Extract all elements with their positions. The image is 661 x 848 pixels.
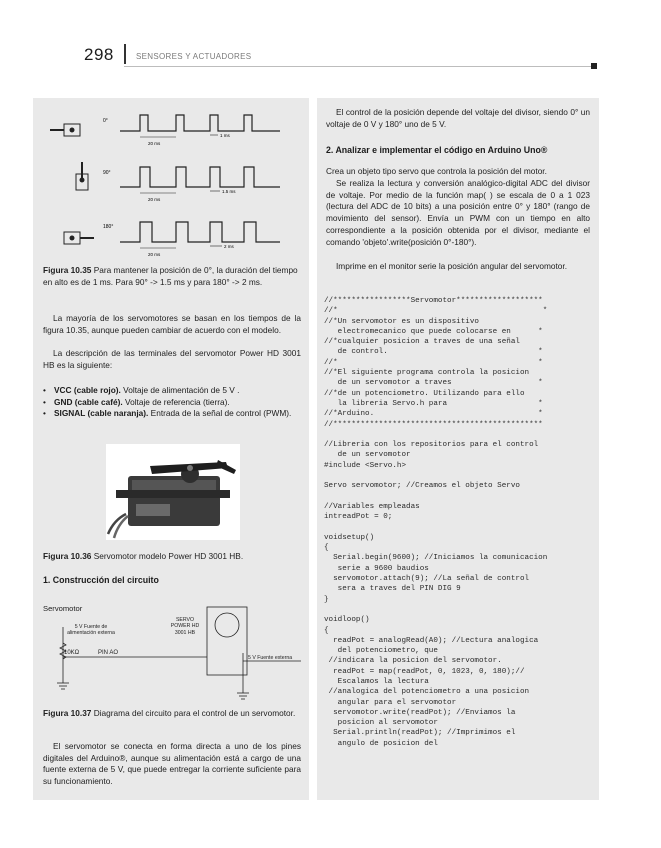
code-line (324, 471, 594, 481)
code-line: //*de un potenciometro. Utilizando para ello (324, 389, 525, 398)
left-paragraph-3: El servomotor se conecta en forma directa a uno de los pines digitales del Arduino®, aunque su alimentación está a cargo de una fuente externa de 5 V, que puede entregar la corriente suficiente para su funcionamiento. (43, 741, 301, 787)
right-paragraph-1: El control de la posición depende del voltaje del divisor, siendo 0° un voltaje de 0 V y 180° uno de 5 V. (326, 107, 590, 129)
code-line (324, 430, 594, 440)
code-line: //*El siguiente programa controla la posicion (324, 369, 530, 378)
servo-180-icon (64, 232, 94, 244)
period-label-90: 20 ms (148, 197, 161, 202)
code-line: angular para el servomotor (324, 698, 457, 707)
code-line: //* * (324, 358, 543, 367)
resistor-label: 10KΩ (64, 650, 80, 656)
code-line: } (324, 595, 329, 604)
code-line: de un servomotor (324, 451, 411, 460)
code-line: Servo servomotor; //Creamos el objeto Servo (324, 482, 520, 491)
code-line: del potenciometro, que (324, 647, 438, 656)
code-line: readPot = analogRead(A0); //Lectura analogica (324, 636, 539, 645)
pin-label: PIN AO (98, 650, 119, 656)
servo-horn-icon (215, 613, 239, 637)
code-line: //*cualquier posicion a traves de una señal (324, 338, 520, 347)
code-line: //Variables empleadas (324, 502, 420, 511)
pulse-wave-90 (120, 167, 280, 187)
servo-90-icon (76, 162, 88, 190)
servo-0-icon (50, 124, 80, 136)
left-paragraph-1: La mayoría de los servomotores se basan en los tiempos de la figura 10.35, aunque pueden cambiar de acuerdo con el modelo. (43, 313, 301, 335)
code-line: #include <Servo.h> (324, 461, 407, 470)
code-line: servomotor.attach(9); //La señal de control (324, 575, 530, 584)
figure-10-37-caption: Figura 10.37 Diagrama del circuito para el control de un servomotor. (43, 708, 296, 718)
figure-10-35-diagram (40, 104, 300, 264)
code-line (324, 605, 594, 615)
code-line: voidloop() (324, 616, 370, 625)
external-supply-label: 5 V Fuente externa (248, 655, 293, 661)
angle-label-90: 90° (103, 170, 111, 176)
code-line: //Libreria con los repositorios para el control (324, 441, 539, 450)
code-line: servomotor.write(readPot); //Enviamos la (324, 708, 516, 717)
header-marker (591, 63, 597, 69)
header-rule (124, 66, 594, 67)
section-1-title: 1. Construcción del circuito (43, 575, 159, 585)
right-paragraph-4: Imprime en el monitor serie la posición angular del servomotor. (336, 261, 568, 271)
section-title: SENSORES Y ACTUADORES (136, 52, 252, 61)
code-line: //*Arduino. * (324, 410, 543, 419)
code-line: la libreria Servo.h para * (324, 399, 543, 408)
pulse-label-0: 1 ms (220, 133, 230, 138)
code-line: Serial.begin(9600); //Iniciamos la comunicacion (324, 554, 548, 563)
angle-label-180: 180° (103, 224, 114, 230)
pulse-wave-0 (120, 115, 280, 131)
code-line (324, 523, 594, 533)
code-line: de un servomotor a traves * (324, 379, 543, 388)
code-line: voidsetup() (324, 533, 375, 542)
period-label-0: 20 ms (148, 141, 161, 146)
angle-label-0: 0° (103, 118, 108, 124)
code-line: { (324, 626, 329, 635)
code-line: //*****************Servomotor******************* (324, 297, 543, 305)
code-line: angulo de posicion del (324, 739, 438, 748)
servomotor-photo (106, 444, 240, 540)
figure-10-35-caption: Figura 10.35 Para mantener la posición de 0°, la duración del tiempo en alto es de 1 ms. Para 90° -> 1.5 ms y para 180° -> 2 ms. (43, 265, 298, 287)
list-item: • SIGNAL (cable naranja). Entrada de la señal de control (PWM). (43, 408, 301, 420)
code-line: intreadPot = 0; (324, 513, 393, 522)
pulse-label-180: 2 ms (224, 244, 234, 249)
terminal-list (43, 385, 301, 420)
code-line: //********************************************** (324, 420, 543, 429)
servo-label: SERVO POWER HD 3001 HB (170, 617, 200, 636)
section-2-title: 2. Analizar e implementar el código en Arduino Uno® (326, 145, 548, 155)
code-line: sera a traves del PIN DIG 9 (324, 585, 461, 594)
header-divider (124, 44, 126, 64)
period-label-180: 20 ms (148, 252, 161, 257)
circuit-title: Servomotor (43, 604, 83, 613)
code-line: Serial.println(readPot); //Imprimimos el (324, 729, 516, 738)
supply-label: 5 V Fuente de alimentación externa (67, 624, 115, 637)
code-line: //*Un servomotor es un dispositivo (324, 317, 479, 326)
code-line: //indicara la posicion del servomotor. (324, 657, 502, 666)
code-line: electromecanico que puede colocarse en * (324, 327, 543, 336)
left-paragraph-2: La descripción de las terminales del servomotor Power HD 3001 HB es la siguiente: (43, 348, 301, 370)
pulse-wave-180 (120, 222, 280, 242)
code-line: posicion al servomotor (324, 719, 438, 728)
servo-block (207, 607, 247, 675)
code-line: { (324, 544, 329, 553)
code-line: //analogica del potenciometro a una posicion (324, 688, 530, 697)
list-item: • VCC (cable rojo). Voltaje de alimentación de 5 V . (43, 385, 301, 397)
code-line: serie a 9600 baudios (324, 564, 429, 573)
code-listing (324, 296, 594, 749)
list-item: • GND (cable café). Voltaje de referencia (tierra). (43, 397, 301, 409)
code-line: readPot = map(readPot, 0, 1023, 0, 180);// (324, 667, 525, 676)
right-paragraph-2: Crea un objeto tipo servo que controla la posición del motor. (326, 166, 547, 176)
code-line (324, 492, 594, 502)
code-line: de control. * (324, 348, 543, 357)
right-paragraph-3: Se realiza la lectura y conversión analógico-digital ADC del divisor de voltaje. Por medio de la función map( ) se escala de 0 a 1 023 (lectura del ADC de 10 bits) a una posición entre 0° y 180° (rango de movimiento del sensor). Envía un PWM con un tiempo en alto correspondiente a la posición obtenida por el divisor, mediante el comando 'objeto'.write(posición 0°-180°). (326, 178, 590, 247)
code-line: //* * (324, 307, 548, 316)
page-number: 298 (84, 45, 114, 64)
code-line: Escalamos la lectura (324, 677, 429, 686)
figure-10-36-caption: Figura 10.36 Servomotor modelo Power HD 3001 HB. (43, 551, 244, 561)
pulse-label-90: 1.5 ms (222, 189, 236, 194)
